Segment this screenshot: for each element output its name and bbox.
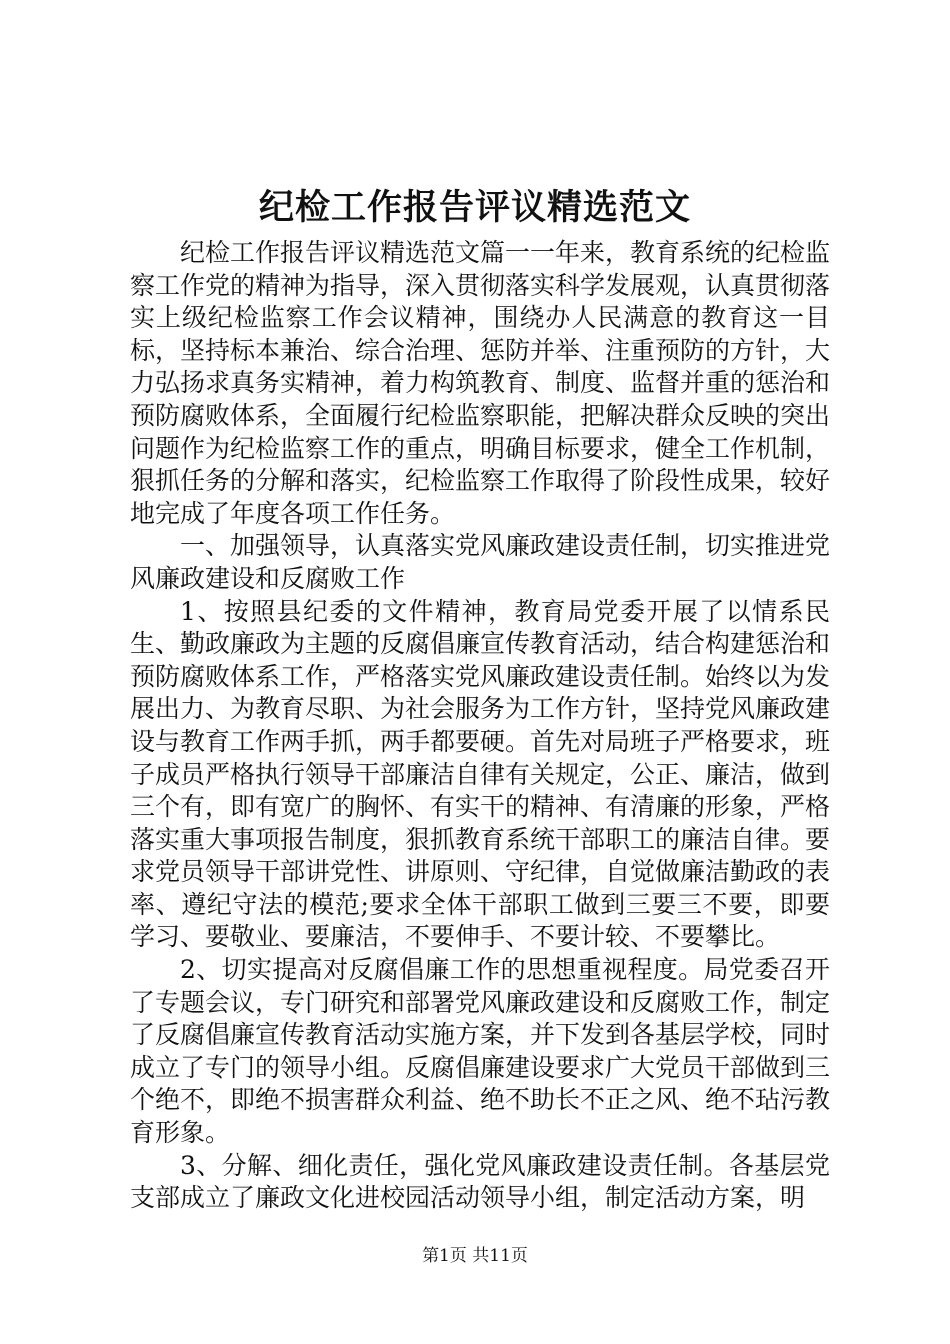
- paragraph-section-heading: 一、加强领导，认真落实党风廉政建设责任制，切实推进党风廉政建设和反腐败工作: [130, 531, 831, 593]
- page-footer: 第1页 共11页: [422, 1246, 528, 1266]
- paragraph-item-1: 1、按照县纪委的文件精神，教育局党委开展了以情系民生、勤政廉政为主题的反腐倡廉宣传教育活动，结合构建惩治和预防腐败体系工作，严格落实党风廉政建设责任制。始终以为发展出力、为教育尽职、为社会服务为工作方针，坚持党风廉政建设与教育工作两手抓，两手都要硬。首先对局班子严格要求，班子成员严格执行领导干部廉洁自律有关规定，公正、廉洁，做到三个有，即有宽广的胸怀、有实干的精神、有清廉的形象，严格落实重大事项报告制度，狠抓教育系统干部职工的廉洁自律。要求党员领导干部讲党性、讲原则、守纪律，自觉做廉洁勤政的表率、遵纪守法的模范;要求全体干部职工做到三要三不要，即要学习、要敬业、要廉洁，不要伸手、不要计较、不要攀比。: [130, 596, 831, 952]
- paragraph-item-3: 3、分解、细化责任，强化党风廉政建设责任制。各基层党支部成立了廉政文化进校园活动领导小组，制定活动方案，明: [130, 1150, 830, 1213]
- paragraph-intro: 纪检工作报告评议精选范文篇一一年来，教育系统的纪检监察工作党的精神为指导，深入贯彻落实科学发展观，认真贯彻落实上级纪检监察工作会议精神，围绕办人民满意的教育这一目标，坚持标本兼治、综合治理、惩防并举、注重预防的方针，大力弘扬求真务实精神，着力构筑教育、制度、监督并重的惩治和预防腐败体系，全面履行纪检监察职能，把解决群众反映的突出问题作为纪检监察工作的重点，明确目标要求，健全工作机制，狠抓任务的分解和落实，纪检监察工作取得了阶段性成果，较好地完成了年度各项工作任务。: [130, 238, 831, 528]
- document-title: 纪检工作报告评议精选范文: [258, 188, 691, 228]
- document-body: [130, 237, 830, 1215]
- paragraph-item-2: 2、切实提高对反腐倡廉工作的思想重视程度。局党委召开了专题会议，专门研究和部署党风廉政建设和反腐败工作，制定了反腐倡廉宣传教育活动实施方案，并下发到各基层学校，同时成立了专门的领导小组。反腐倡廉建设要求广大党员干部做到三个绝不，即绝不损害群众利益、绝不助长不正之风、绝不玷污教育形象。: [130, 955, 831, 1148]
